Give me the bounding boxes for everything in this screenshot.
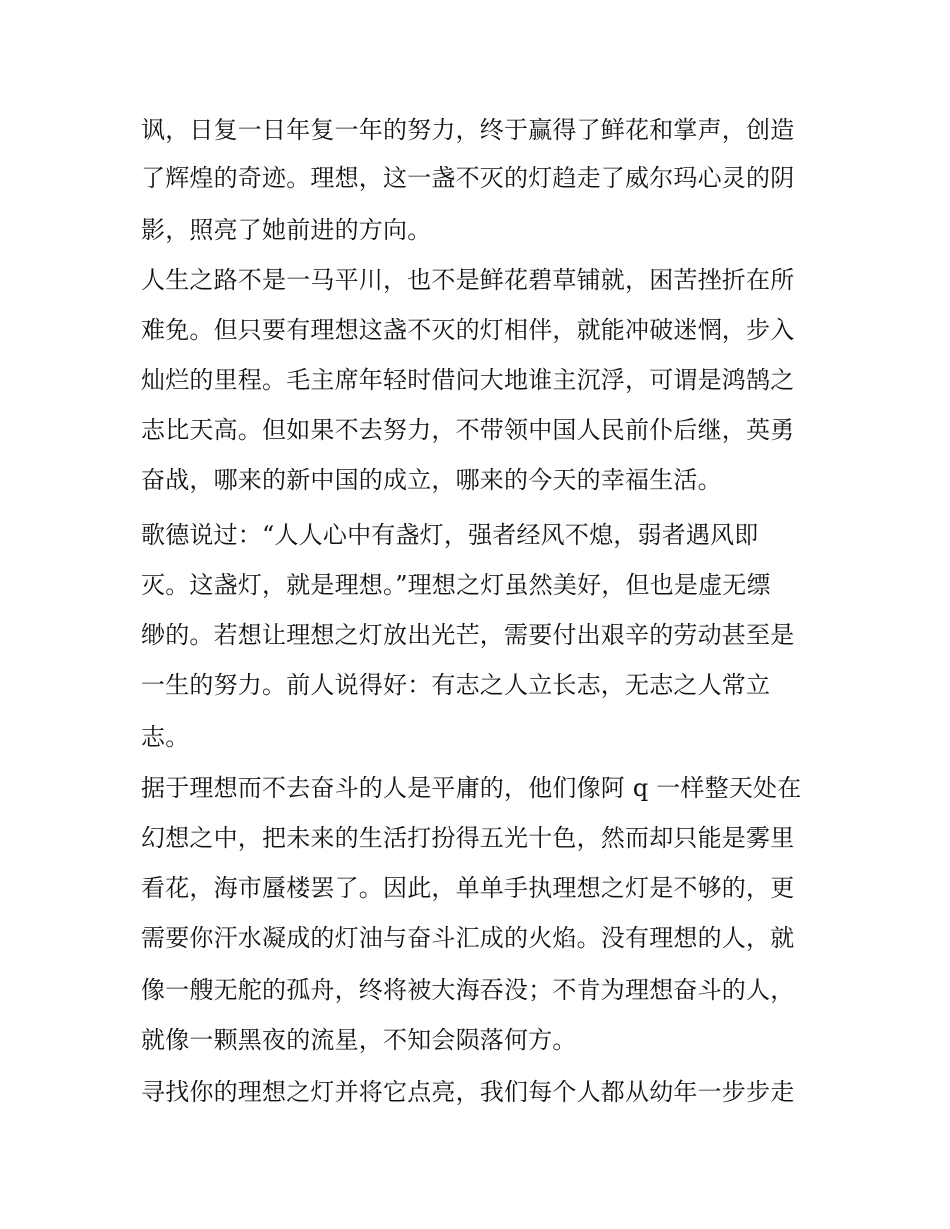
text-line: 需要你汗水凝成的灯油与奋斗汇成的火焰。没有理想的人，就 [141,924,795,952]
text-line: 灿烂的里程。毛主席年轻时借问大地谁主沉浮，可谓是鸿鹄之 [141,366,795,394]
text-line: 像一艘无舵的孤舟，终将被大海吞没；不肯为理想奋斗的人， [141,976,795,1004]
text-line: 灭。这盏灯，就是理想。”理想之灯虽然美好，但也是虚无缥 [141,571,771,599]
text-line: 了辉煌的奇迹。理想，这一盏不灭的灯趋走了威尔玛心灵的阴 [141,164,795,192]
text-line: 寻找你的理想之灯并将它点亮，我们每个人都从幼年一步步走 [141,1078,795,1106]
text-line: 歌德说过：“人人心中有盏灯，强者经风不熄，弱者遇风即 [141,521,759,549]
text-line: 志。 [141,723,190,751]
text-line: 一生的努力。前人说得好：有志之人立长志，无志之人常立 [141,671,771,699]
text-line: 难免。但只要有理想这盏不灭的灯相伴，就能冲破迷惘，步入 [141,316,795,344]
text-line: 幻想之中，把未来的生活打扮得五光十色，然而却只能是雾里 [141,824,795,852]
text-line: 缈的。若想让理想之灯放出光芒，需要付出艰辛的劳动甚至是 [141,621,795,649]
text-line: 就像一颗黑夜的流星，不知会陨落何方。 [141,1026,577,1054]
text-line: 影，照亮了她前进的方向。 [141,216,432,244]
text-line: 讽，日复一日年复一年的努力，终于赢得了鲜花和掌声，创造 [141,116,795,144]
text-line: 奋战，哪来的新中国的成立，哪来的今天的幸福生活。 [141,466,722,494]
text-line: 人生之路不是一马平川，也不是鲜花碧草铺就，困苦挫折在所 [141,266,795,294]
text-line: 志比天高。但如果不去努力，不带领中国人民前仆后继，英勇 [141,416,795,444]
text-line: 据于理想而不去奋斗的人是平庸的，他们像阿 q 一样整天处在 [141,774,802,802]
text-line: 看花，海市蜃楼罢了。因此，单单手执理想之灯是不够的，更 [141,874,795,902]
